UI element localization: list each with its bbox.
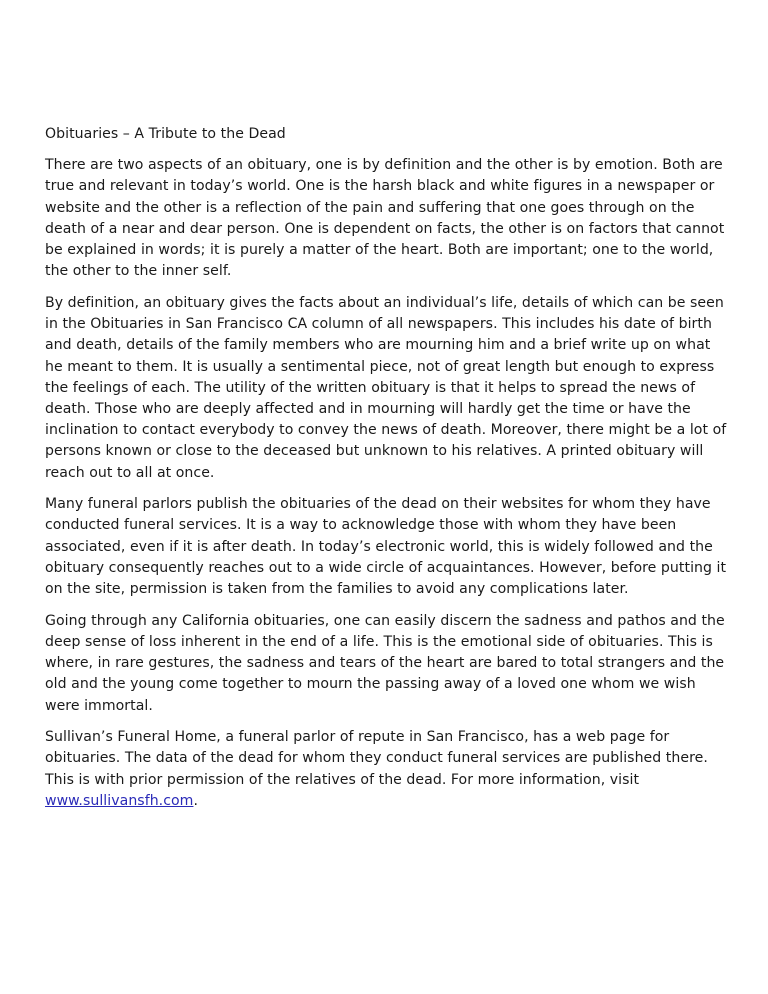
paragraph-1: There are two aspects of an obituary, one is by definition and the other is by emotion. Both are true and relevant in today’s world. One is the harsh black and white figures in a newspaper or website and the other is a reflection of the pain and suffering that one goes through on the death of a near and dear person. One is dependent on facts, the other is on factors that cannot be explained in words; it is purely a matter of the heart. Both are important; one to the world, the other to the inner self. — [45, 157, 725, 280]
paragraph-5-trailing: . — [193, 792, 198, 809]
website-link[interactable]: www.sullivansfh.com — [45, 792, 194, 809]
paragraph-5-text: Sullivan’s Funeral Home, a funeral parlor of repute in San Francisco, has a web page for obituaries. The data of the dead for whom they conduct funeral services are published there. This is with prior permission of the relatives of the dead. For more information, visit — [45, 729, 708, 788]
paragraph-2: By definition, an obituary gives the facts about an individual’s life, details of which can be seen in the Obituaries in San Francisco CA column of all newspapers. This includes his date of birth and death, details of the family members who are mourning him and a brief write up on what he meant to them. It is usually a sentimental piece, not of great length but enough to express the feelings of each. The utility of the written obituary is that it helps to spread the news of death. Those who are deeply affected and in mourning will hardly get the time or have the inclination to contact everybody to convey the news of death. Moreover, there might be a lot of persons known or close to the deceased but unknown to his relatives. A printed obituary will reach out to all at once. — [45, 294, 727, 481]
paragraph-3: Many funeral parlors publish the obituaries of the dead on their websites for whom they have conducted funeral services. It is a way to acknowledge those with whom they have been associated, even if it is after death. In today’s electronic world, this is widely followed and the obituary consequently reaches out to a wide circle of acquaintances. However, before putting it on the site, permission is taken from the families to avoid any complications later. — [45, 496, 727, 598]
paragraph-4: Going through any California obituaries, one can easily discern the sadness and pathos and the deep sense of loss inherent in the end of a life. This is the emotional side of obituaries. This is where, in rare gestures, the sadness and tears of the heart are bared to total strangers and the old and the young come together to mourn the passing away of a loved one whom we wish were immortal. — [45, 612, 725, 714]
document-title: Obituaries – A Tribute to the Dead — [45, 126, 286, 142]
paragraph-5 — [45, 727, 729, 812]
document-body — [45, 124, 729, 823]
